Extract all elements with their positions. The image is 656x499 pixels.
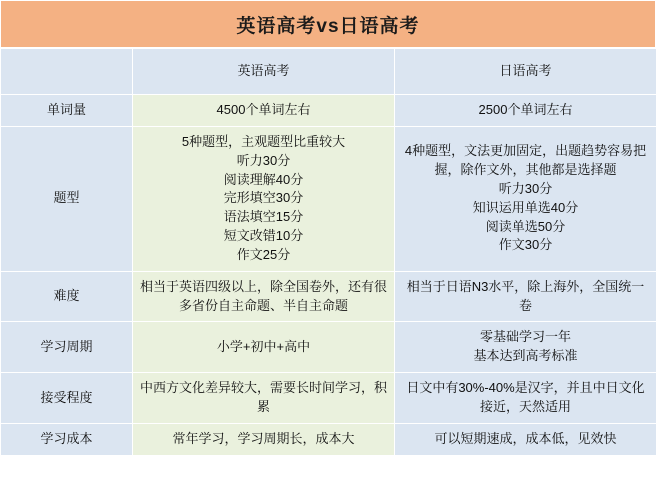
header-cell-english: 英语高考 — [133, 49, 395, 95]
row-label-question-types: 题型 — [1, 126, 133, 271]
table-row — [1, 423, 656, 455]
cell-english-difficulty: 相当于英语四级以上，除全国卷外，还有很多省份自主命题、半自主命题 — [133, 271, 395, 322]
cell-japanese-acceptance: 日文中有30%-40%是汉字，并且中日文化接近，天然适用 — [395, 373, 656, 424]
header-cell-blank — [1, 49, 133, 95]
table-header-row — [1, 49, 656, 95]
page-title: 英语高考vs日语高考 — [236, 15, 420, 37]
cell-english-acceptance: 中西方文化差异较大，需要长时间学习，积累 — [133, 373, 395, 424]
cell-japanese-difficulty: 相当于日语N3水平，除上海外，全国统一卷 — [395, 271, 656, 322]
page-title-bar — [0, 0, 656, 48]
table-row — [1, 95, 656, 127]
comparison-table — [0, 48, 656, 456]
table-row — [1, 271, 656, 322]
header-cell-japanese: 日语高考 — [395, 49, 656, 95]
table-row — [1, 322, 656, 373]
row-label-study-cost: 学习成本 — [1, 423, 133, 455]
cell-english-vocabulary: 4500个单词左右 — [133, 95, 395, 127]
row-label-vocabulary: 单词量 — [1, 95, 133, 127]
cell-japanese-question-types: 4种题型，文法更加固定，出题趋势容易把握，除作文外，其他都是选择题 听力30分 知识运用单选40分 阅读单选50分 作文30分 — [395, 126, 656, 271]
row-label-difficulty: 难度 — [1, 271, 133, 322]
row-label-study-period: 学习周期 — [1, 322, 133, 373]
cell-english-study-period: 小学+初中+高中 — [133, 322, 395, 373]
table-row — [1, 126, 656, 271]
cell-english-question-types: 5种题型，主观题型比重较大 听力30分 阅读理解40分 完形填空30分 语法填空15分 短文改错10分 作文25分 — [133, 126, 395, 271]
cell-japanese-study-cost: 可以短期速成，成本低，见效快 — [395, 423, 656, 455]
row-label-acceptance: 接受程度 — [1, 373, 133, 424]
table-row — [1, 373, 656, 424]
cell-english-study-cost: 常年学习，学习周期长，成本大 — [133, 423, 395, 455]
cell-japanese-study-period: 零基础学习一年 基本达到高考标准 — [395, 322, 656, 373]
cell-japanese-vocabulary: 2500个单词左右 — [395, 95, 656, 127]
